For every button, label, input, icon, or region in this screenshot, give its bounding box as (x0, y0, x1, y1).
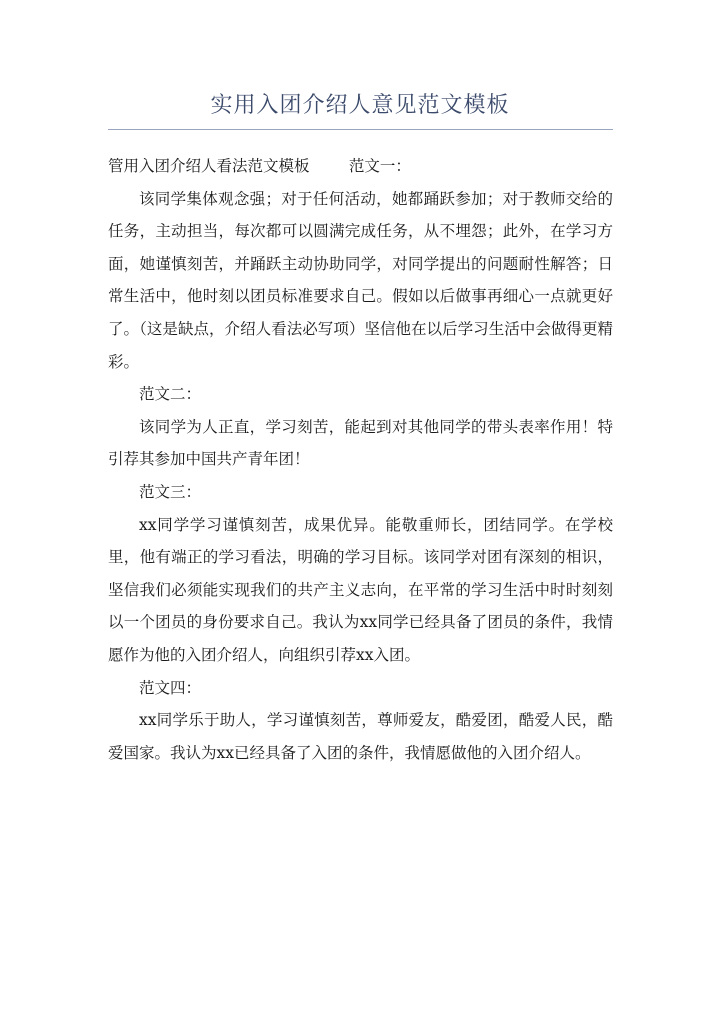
paragraph-4: xx同学乐于助人，学习谨慎刻苦，尊师爱友，酷爱团，酷爱人民，酷爱国家。我认为xx已经具备了入团的条件，我情愿做他的入团介绍人。 (108, 711, 613, 762)
document-body (108, 150, 613, 769)
paragraph-3: xx同学学习谨慎刻苦，成果优异。能敬重师长，团结同学。在学校里，他有端正的学习看法，明确的学习目标。该同学对团有深刻的相识，坚信我们必须能实现我们的共产主义志向，在平常的学习生活中时时刻刻以一个团员的身份要求自己。我认为xx同学已经具备了团员的条件，我情愿作为他的入团介绍人，向组织引荐xx入团。 (108, 515, 613, 664)
title-divider (108, 129, 613, 130)
section-heading-3: 范文三： (139, 482, 202, 501)
section-heading-2: 范文二： (139, 385, 202, 404)
section-heading-4: 范文四： (139, 678, 202, 697)
paragraph-1: 该同学集体观念强；对于任何活动，她都踊跃参加；对于教师交给的任务，主动担当，每次都可以圆满完成任务，从不埋怨；此外，在学习方面，她谨慎刻苦，并踊跃主动协助同学，对同学提出的问题耐性解答；日常生活中，他时刻以团员标准要求自己。假如以后做事再细心一点就更好了。（这是缺点，介绍人看法必写项）坚信他在以后学习生活中会做得更精彩。 (108, 189, 613, 371)
document-title: 实用入团介绍人意见范文模板 (210, 93, 510, 118)
subtitle-line: 管用入团介绍人看法范文模板 范文一： (108, 157, 411, 175)
paragraph-2: 该同学为人正直，学习刻苦，能起到对其他同学的带头表率作用！特引荐其参加中国共产青年团！ (108, 417, 613, 469)
